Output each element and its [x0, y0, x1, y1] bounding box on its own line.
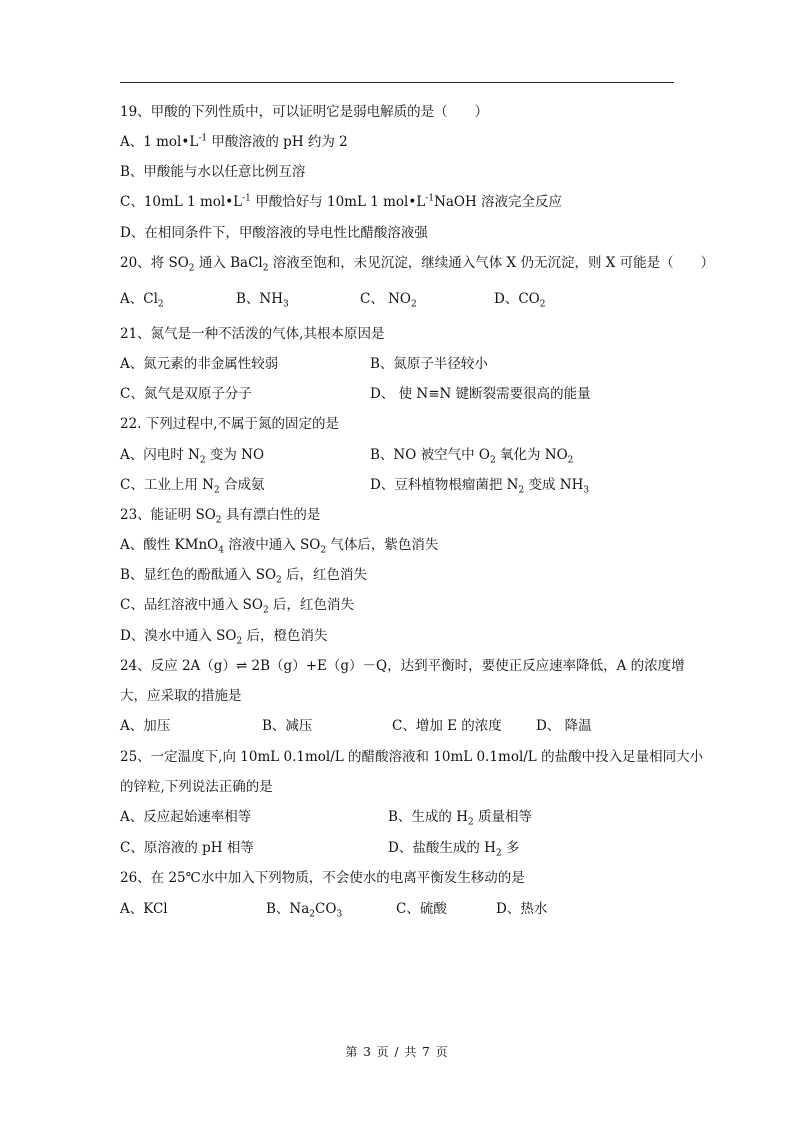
q19-option-d: D、在相同条件下，甲酸溶液的导电性比醋酸溶液强 — [120, 225, 428, 241]
q20-option-b: B、$NH_3$ — [236, 291, 289, 310]
q20-stem: 20、将 $SO_2$ 通入 BaCl$_2$ 溶液至饱和，未见沉淀，继续通入气体 X 仍无沉淀，则 X 可能是（ ） — [120, 255, 715, 274]
q19-option-c: C、10mL 1 $mol•L^{-1}$ 甲酸恰好与 10mL 1 $mol•L^{-1}NaOH$ 溶液完全反应 — [120, 193, 563, 210]
q21-option-b: B、氮原子半径较小 — [370, 356, 488, 372]
q22-stem: 22. 下列过程中,不属于氮的固定的是 — [120, 416, 340, 432]
q22-option-d: D、豆科植物根瘤菌把 $N_2$ 变成 $NH_3$ — [370, 477, 590, 496]
q24-stem-line1: 24、反应 2A（g）⇌ 2B（g）+E（g）－Q，达到平衡时，要使正反应速率降低，A 的浓度增 — [120, 658, 685, 674]
q25-option-c: C、原溶液的 pH 相等 — [120, 840, 254, 856]
q23-option-a: A、酸性 KMnO$_4$ 溶液中通入 $SO_2$ 气体后，紫色消失 — [120, 537, 439, 556]
q24-option-c: C、增加 E 的浓度 — [392, 718, 502, 734]
q25-options-cd — [120, 839, 674, 857]
q19-option-b: B、甲酸能与水以任意比例互溶 — [120, 164, 306, 180]
q21-option-c: C、氮气是双原子分子 — [120, 386, 252, 402]
q22-options-ab — [120, 446, 674, 464]
q23-option-b: B、显红色的酚酞通入 $SO_2$ 后，红色消失 — [120, 567, 368, 586]
q23-option-d: D、溴水中通入 $SO_2$ 后，橙色消失 — [120, 628, 328, 647]
q20-option-c: C、 $NO_2$ — [360, 291, 417, 310]
q22-option-a: A、闪电时 $N_2$ 变为 NO — [120, 447, 265, 466]
q25-options-ab — [120, 808, 674, 826]
q24-options — [120, 717, 674, 735]
q25-stem-line2: 的锌粒,下列说法正确的是 — [120, 779, 273, 795]
q24-option-a: A、加压 — [120, 718, 171, 734]
q26-option-d: D、热水 — [496, 901, 548, 917]
q25-option-a: A、反应起始速率相等 — [120, 809, 252, 825]
q21-options-ab — [120, 355, 674, 373]
q25-option-b: B、生成的 $H_2$ 质量相等 — [388, 809, 533, 828]
q23-stem: 23、能证明 $SO_2$ 具有漂白性的是 — [120, 507, 321, 526]
q25-option-d: D、盐酸生成的 $H_2$ 多 — [388, 840, 520, 859]
q24-option-d: D、 降温 — [536, 718, 592, 734]
q20-options — [120, 290, 674, 308]
q21-stem: 21、氮气是一种不活泼的气体,其根本原因是 — [120, 326, 385, 342]
q22-options-cd — [120, 476, 674, 494]
q21-options-cd — [120, 385, 674, 403]
q22-option-c: C、工业上用 $N_2$ 合成氨 — [120, 477, 265, 496]
q19-option-a: A、1 $mol•L^{-1}$ 甲酸溶液的 pH 约为 2 — [120, 133, 348, 150]
q25-stem-line1: 25、一定温度下,向 10mL 0.1mol/L 的醋酸溶液和 10mL 0.1mol/L 的盐酸中投入足量相同大小 — [120, 749, 704, 765]
q24-option-b: B、减压 — [262, 718, 313, 734]
header-rule — [120, 82, 674, 83]
q24-stem-line2: 大，应采取的措施是 — [120, 688, 242, 704]
q26-option-a: A、KCl — [120, 901, 168, 917]
q20-option-d: D、$CO_2$ — [494, 291, 546, 310]
page-footer: 第 3 页 / 共 7 页 — [345, 1045, 449, 1059]
q26-option-c: C、硫酸 — [396, 901, 447, 917]
q19-stem: 19、甲酸的下列性质中，可以证明它是弱电解质的是（ ） — [120, 104, 489, 120]
q26-stem: 26、在 25℃水中加入下列物质，不会使水的电离平衡发生移动的是 — [120, 870, 525, 886]
q23-option-c: C、品红溶液中通入 $SO_2$ 后，红色消失 — [120, 597, 354, 616]
q21-option-a: A、氮元素的非金属性较弱 — [120, 356, 279, 372]
q26-option-b: B、$Na_2CO_3$ — [266, 901, 343, 920]
q20-option-a: A、$Cl_2$ — [120, 291, 164, 310]
q21-option-d: D、 使 N≡N 键断裂需要很高的能量 — [370, 386, 591, 402]
q22-option-b: B、NO 被空气中 $O_2$ 氧化为 $NO_2$ — [370, 447, 574, 466]
q26-options — [120, 900, 674, 918]
